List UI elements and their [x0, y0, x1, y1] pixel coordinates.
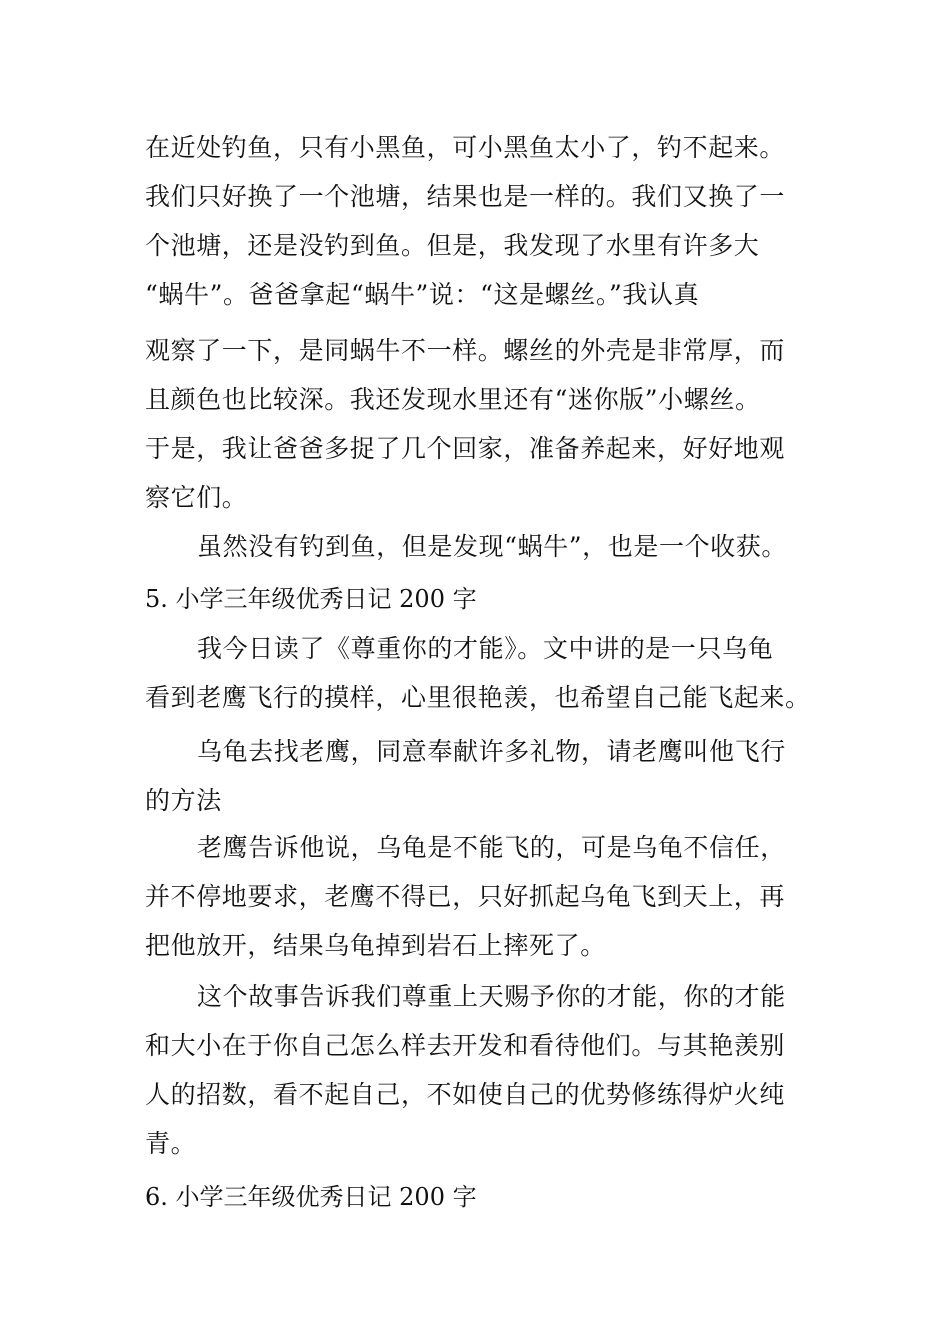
section-heading: 5. 小学三年级优秀日记 200 字 [145, 585, 477, 613]
text-line: 并不停地要求，老鹰不得已，只好抓起乌龟飞到天上，再 [145, 882, 786, 911]
text-line: “蜗牛”。爸爸拿起“蜗牛”说：“这是螺丝。”我认真 [145, 280, 700, 309]
paragraph-first-line: 虽然没有钓到鱼，但是发现“蜗牛”，也是一个收获。 [197, 532, 787, 561]
text-line: 于是，我让爸爸多捉了几个回家，准备养起来，好好地观 [145, 434, 786, 463]
text-line: 且颜色也比较深。我还发现水里还有“迷你版”小螺丝。 [145, 385, 761, 414]
text-line: 人的招数，看不起自己，不如使自己的优势修练得炉火纯 [145, 1080, 786, 1109]
paragraph-first-line: 这个故事告诉我们尊重上天赐予你的才能，你的才能 [197, 982, 786, 1011]
text-line: 和大小在于你自己怎么样去开发和看待他们。与其艳羡别 [145, 1031, 786, 1060]
paragraph-first-line: 老鹰告诉他说，乌龟是不能飞的，可是乌龟不信任， [197, 833, 786, 862]
section-heading: 6. 小学三年级优秀日记 200 字 [145, 1183, 477, 1211]
text-line: 观察了一下，是同蜗牛不一样。螺丝的外壳是非常厚，而 [145, 336, 786, 365]
text-line: 在近处钓鱼，只有小黑鱼，可小黑鱼太小了，钓不起来。 [145, 133, 786, 162]
paragraph-first-line: 我今日读了《尊重你的才能》。文中讲的是一只乌龟 [197, 634, 774, 663]
text-line: 看到老鹰飞行的摸样，心里很艳羡，也希望自己能飞起来。 [145, 683, 811, 712]
text-line: 把他放开，结果乌龟掉到岩石上摔死了。 [145, 931, 606, 960]
text-line: 青。 [145, 1129, 197, 1158]
text-line: 个池塘，还是没钓到鱼。但是，我发现了水里有许多大 [145, 231, 760, 260]
text-line: 察它们。 [145, 483, 248, 512]
text-line: 的方法 [145, 786, 222, 815]
text-line: 我们只好换了一个池塘，结果也是一样的。我们又换了一 [145, 182, 786, 211]
paragraph-first-line: 乌龟去找老鹰，同意奉献许多礼物，请老鹰叫他飞行 [197, 737, 786, 766]
